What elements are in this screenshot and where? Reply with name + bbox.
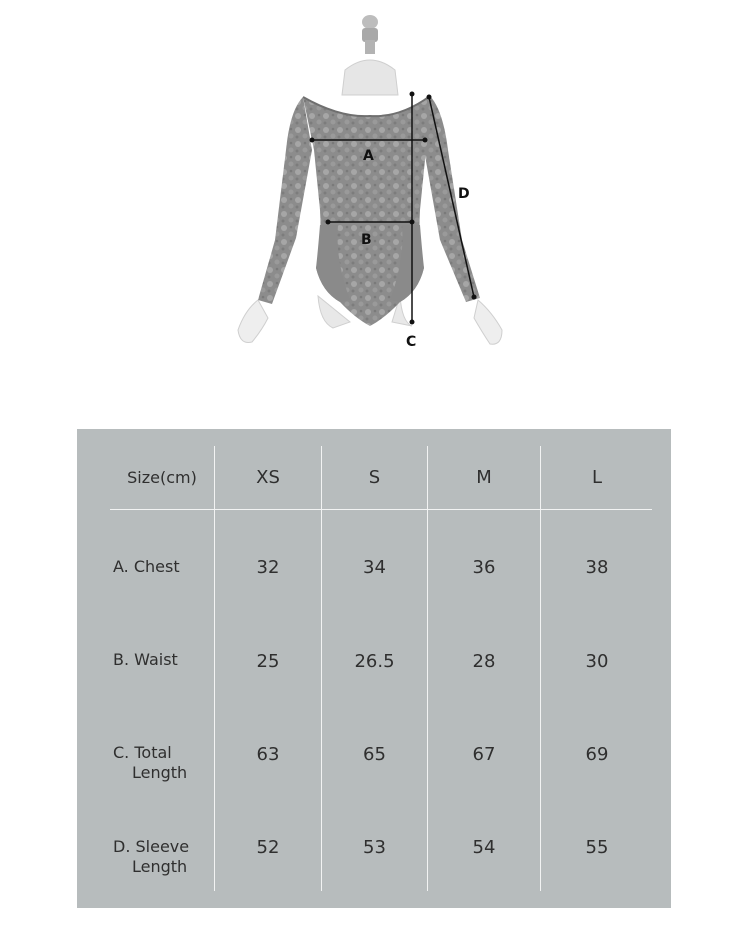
- row-label-sleeve-length: [113, 837, 189, 877]
- table-cell: 26.5: [354, 650, 395, 672]
- header-size-s: S: [368, 466, 381, 488]
- table-cell: 32: [256, 556, 280, 578]
- header-divider: [110, 509, 652, 510]
- table-cell: 55: [585, 836, 609, 858]
- row-label-waist: [113, 650, 178, 670]
- mannequin-head-icon: [342, 15, 398, 95]
- header-size-xs: XS: [256, 466, 280, 488]
- table-cell: 36: [472, 556, 496, 578]
- measure-label-a: A: [363, 148, 374, 164]
- table-cell: 28: [472, 650, 496, 672]
- table-cell: 30: [585, 650, 609, 672]
- table-cell: 34: [363, 556, 386, 578]
- table-cell: 67: [472, 743, 496, 765]
- table-cell: 69: [585, 743, 609, 765]
- row-label-line: B. Waist: [113, 650, 178, 669]
- size-chart-table: [77, 429, 671, 908]
- measure-label-b: B: [361, 232, 372, 248]
- table-cell: 54: [472, 836, 496, 858]
- row-label-chest: [113, 557, 180, 577]
- row-label-line: D. Sleeve: [113, 837, 190, 856]
- table-cell: 38: [585, 556, 609, 578]
- row-label-line: A. Chest: [113, 557, 180, 576]
- table-cell: 25: [256, 650, 280, 672]
- table-cell: 53: [363, 836, 386, 858]
- header-size-label: Size(cm): [127, 467, 197, 487]
- row-label-total-length: [113, 743, 187, 783]
- measure-label-d: D: [458, 186, 470, 202]
- table-cell: 65: [363, 743, 386, 765]
- row-label-line: Length: [132, 857, 188, 876]
- bodysuit-icon: [258, 96, 480, 326]
- table-cell: 52: [256, 836, 280, 858]
- header-size-m: M: [476, 466, 492, 488]
- measure-label-c: C: [406, 334, 417, 350]
- table-cell: 63: [256, 743, 280, 765]
- row-label-line: Length: [132, 763, 188, 782]
- header-size-l: L: [591, 466, 603, 488]
- measurement-diagram: [0, 0, 750, 370]
- row-label-line: C. Total: [113, 743, 172, 762]
